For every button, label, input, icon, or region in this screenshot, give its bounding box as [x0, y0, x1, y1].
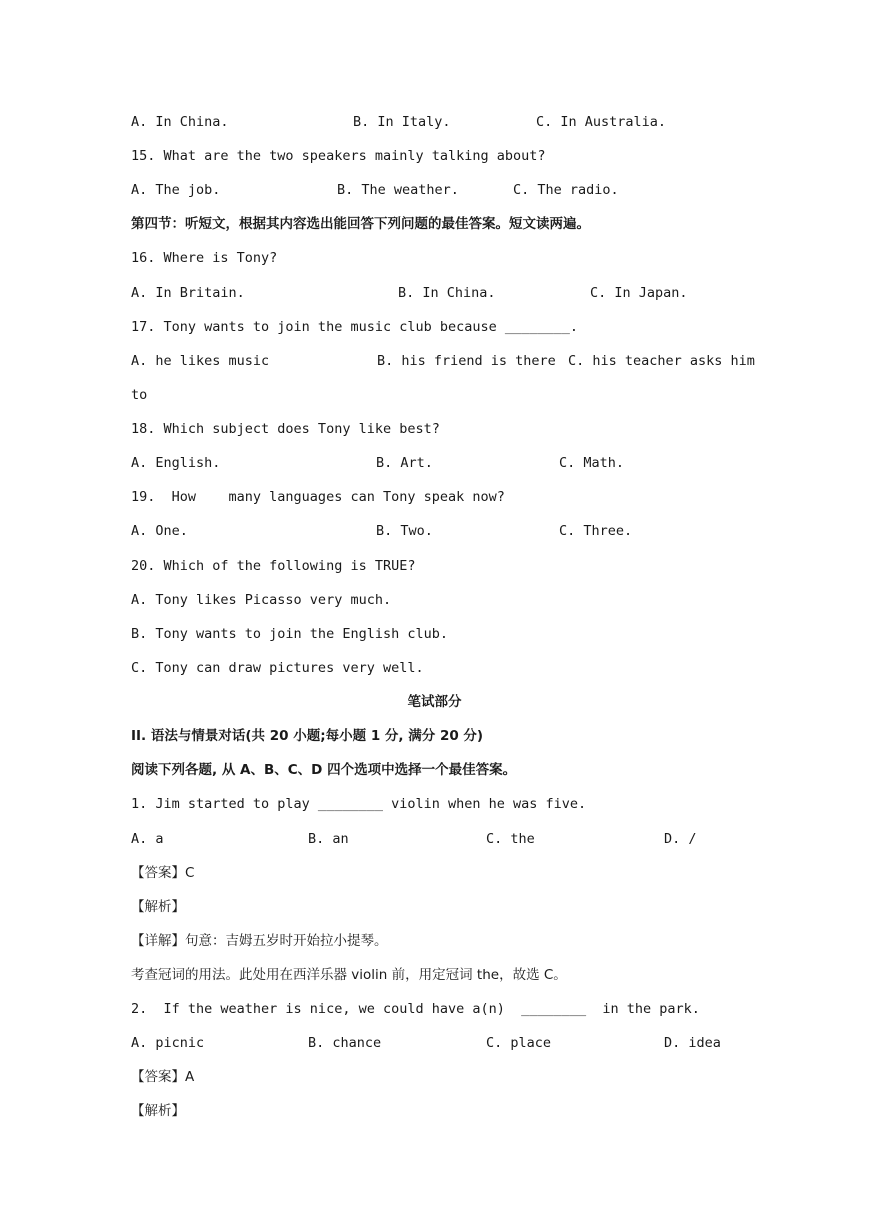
question-16: 16. Where is Tony?: [131, 250, 278, 266]
g2-analysis-label: 【解析】: [131, 1103, 185, 1119]
grammar-question-1: 1. Jim started to play ________ violin when he was five.: [131, 796, 587, 812]
option-c: C. In Australia.: [536, 114, 667, 130]
option-b: B. The weather.: [337, 182, 459, 198]
grammar-question-2-text: 2. If the weather is nice, we could have a(n) ________ in the park.: [131, 1001, 700, 1017]
option-c: C. his teacher asks him: [568, 353, 755, 369]
g1-detail: 【详解】句意：吉姆五岁时开始拉小提琴。: [131, 933, 388, 949]
option-b: B. In Italy.: [353, 114, 451, 130]
option-b: B. his friend is there: [377, 353, 556, 369]
written-part-title: 笔试部分: [407, 694, 462, 710]
option-c: C. Three.: [559, 523, 633, 539]
option-c: C. In Japan.: [590, 285, 688, 301]
question-17: 17. Tony wants to join the music club because ________.: [131, 319, 579, 335]
option-a: A. In Britain.: [131, 285, 245, 301]
g2-answer: 【答案】A: [131, 1069, 195, 1085]
option-d: D. idea: [664, 1035, 721, 1051]
g1-analysis-label: 【解析】: [131, 899, 185, 915]
grammar-question-2: [131, 998, 700, 1020]
g1-explanation: 考查冠词的用法。此处用在西洋乐器 violin 前，用定冠词 the，故选 C。: [131, 967, 567, 983]
option-b: B. Art.: [376, 455, 433, 471]
option-b: B. chance: [308, 1035, 382, 1051]
option-c: C. place: [486, 1035, 552, 1051]
option-a: A. The job.: [131, 182, 221, 198]
g1-answer: 【答案】C: [131, 865, 195, 881]
q17-option-continuation: to: [131, 387, 148, 403]
q20-option-a: A. Tony likes Picasso very much.: [131, 592, 392, 608]
option-c: C. the: [486, 831, 535, 847]
option-c: C. Math.: [559, 455, 625, 471]
section-4-heading: 第四节：听短文，根据其内容选出能回答下列问题的最佳答案。短文读两遍。: [131, 216, 590, 232]
option-b: B. an: [308, 831, 349, 847]
question-19-text: 19. How many languages can Tony speak now?: [131, 489, 505, 505]
option-a: A. picnic: [131, 1035, 205, 1051]
question-15: 15. What are the two speakers mainly talking about?: [131, 148, 546, 164]
option-a: A. English.: [131, 455, 221, 471]
question-20: 20. Which of the following is TRUE?: [131, 558, 416, 574]
option-a: A. In China.: [131, 114, 229, 130]
option-c: C. The radio.: [513, 182, 619, 198]
option-a: A. One.: [131, 523, 188, 539]
question-19: [131, 486, 505, 508]
option-a: A. he likes music: [131, 353, 270, 369]
q20-option-c: C. Tony can draw pictures very well.: [131, 660, 424, 676]
option-b: B. Two.: [376, 523, 433, 539]
q20-option-b: B. Tony wants to join the English club.: [131, 626, 448, 642]
option-d: D. /: [664, 831, 697, 847]
section-2-heading: II. 语法与情景对话(共 20 小题;每小题 1 分, 满分 20 分): [131, 728, 484, 744]
option-b: B. In China.: [398, 285, 496, 301]
option-a: A. a: [131, 831, 164, 847]
section-2-instruction: 阅读下列各题, 从 A、B、C、D 四个选项中选择一个最佳答案。: [131, 762, 517, 778]
question-18: 18. Which subject does Tony like best?: [131, 421, 440, 437]
